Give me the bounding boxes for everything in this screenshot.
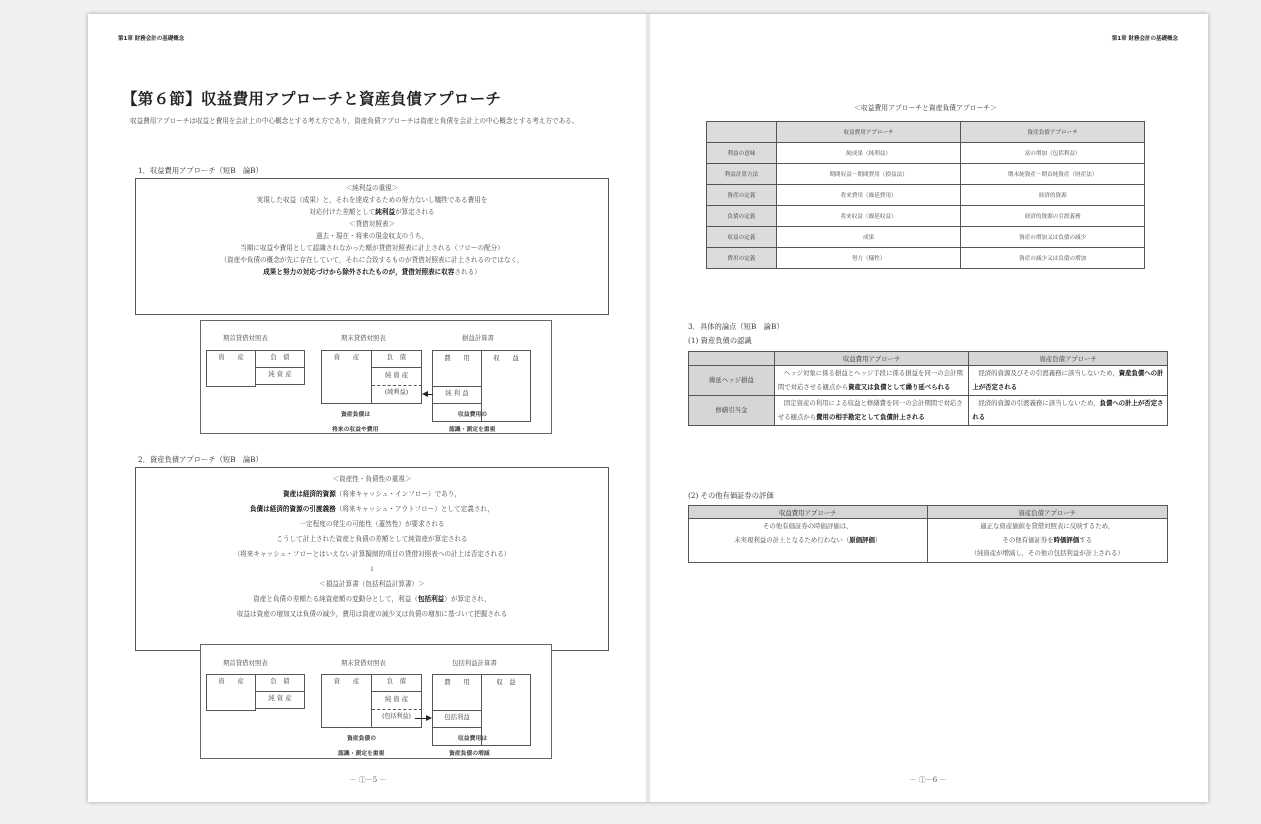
bs-close-title: 期末貸借対照表 — [341, 334, 386, 342]
row-label: 費用の定義 — [707, 248, 777, 269]
diagram-note: 資産負債の — [347, 736, 376, 742]
open-liability: 負 債 — [255, 350, 305, 368]
ci-title: 包括利益計算書 — [452, 659, 497, 667]
bs-open-title: 期首貸借対照表 — [223, 659, 268, 667]
close-net-assets: 純 資 産 — [384, 695, 409, 703]
table-cell: 将来収益（繰延収益） — [776, 206, 961, 227]
close-ci: (包括利益) — [382, 713, 411, 720]
box-line: 負債は経済的資源の引渡義務（将来キャッシュ・アウトフロー）として定義され， — [249, 505, 495, 513]
diagram-note: 認識・測定を重視 — [338, 751, 385, 757]
table-row — [707, 164, 1145, 185]
close-net-assets: 純 資 産 — [384, 371, 409, 379]
table-header-row — [707, 122, 1145, 143]
diagram-revenue-expense — [200, 320, 552, 434]
diagram-note: 収益費用の — [458, 412, 487, 418]
header-cell: 資産負債アプローチ — [961, 122, 1145, 143]
ci-amount: 包括利益 — [432, 710, 482, 728]
arrow-line — [427, 394, 433, 395]
table-cell: 資産の増加又は負債の減少 — [961, 227, 1145, 248]
table-cell: 努力（犠牲） — [776, 248, 961, 269]
box-line: 対応付けた差額として純利益が算定される — [309, 208, 435, 216]
box-line: 資産は経済的資源（将来キャッシュ・インフロー）であり， — [283, 490, 461, 498]
page-number: － ①－5 － — [349, 776, 387, 784]
table-cell: 資産の減少又は負債の増加 — [961, 248, 1145, 269]
row-label: 修繕引当金 — [689, 396, 775, 426]
ci-expense: 費 用 — [444, 678, 470, 686]
pl-revenue: 収 益 — [493, 354, 519, 362]
header-cell: 資産負債アプローチ — [969, 352, 1168, 366]
table-row — [707, 227, 1145, 248]
table-cell: 将来費用（繰延費用） — [776, 185, 961, 206]
header-cell — [707, 122, 777, 143]
book-spread — [88, 14, 1208, 802]
table-cell: その他有価証券の時価評価は， 未実現利益の計上となるため行わない（原価評価） — [689, 519, 928, 563]
diagram-note: 資産負債は — [341, 412, 370, 418]
dashed-divider — [372, 385, 422, 386]
table-header-row — [689, 352, 1168, 366]
header-cell — [689, 352, 775, 366]
dashed-divider — [372, 709, 422, 710]
subsection-heading-2: 2．資産負債アプローチ（短B 論B） — [138, 455, 263, 464]
securities-table — [688, 505, 1168, 563]
subsection-heading-1: 1．収益費用アプローチ（短B 論B） — [138, 166, 263, 175]
table-row — [707, 143, 1145, 164]
close-net-income: (純利益) — [384, 389, 409, 396]
table-cell: 経済的資源 — [961, 185, 1145, 206]
box-line: 資産と負債の差額たる純資産額の変動分として，利益（包括利益）が算定され， — [253, 595, 491, 603]
table-cell: 期間収益－期間費用（損益法） — [776, 164, 961, 185]
row-label: 負債の定義 — [707, 206, 777, 227]
diagram-note: 将来の収益や費用 — [332, 427, 379, 433]
pl-expense: 費 用 — [444, 354, 470, 362]
row-label: 収益の定義 — [707, 227, 777, 248]
open-asset: 資 産 — [206, 674, 256, 711]
subsection-heading-3: 3．具体的論点（短B 論B） — [688, 322, 784, 331]
box-line: （将来キャッシュ・フローとはいえない計算擬制的項目の貸借対照表への計上は否定される） — [233, 550, 511, 558]
table-cell: 固定資産の利用による収益と修繕費を同一の会計期間で対応させる観点から費用の相手勘定として負債計上される — [774, 396, 969, 426]
box-line: 実現した収益（成果）と，それを達成するための努力ないし犠牲である費用を — [256, 196, 488, 204]
comparison-table — [706, 121, 1145, 269]
box-line: ＜損益計算書（包括利益計算書）＞ — [319, 580, 425, 588]
open-net-assets: 純 資 産 — [255, 691, 305, 709]
open-liability: 負 債 — [255, 674, 305, 692]
table-cell: 成果 — [776, 227, 961, 248]
left-page — [88, 14, 648, 802]
box-line: （資産や負債の概念が先に存在していて，それに合致するものが貸借対照表に計上されるのではなく， — [220, 256, 524, 264]
table-row — [689, 396, 1168, 426]
section-title: 【第６節】収益費用アプローチと資産負債アプローチ — [122, 89, 502, 108]
header-cell: 資産負債アプローチ — [927, 506, 1168, 519]
pl-net-income: 純 利 益 — [432, 386, 482, 404]
table-cell: 期末純資産－期首純資産（財産法） — [961, 164, 1145, 185]
table-header-row — [689, 506, 1168, 519]
table-cell: 適正な資産価値を貸借対照表に反映するため， その他有価証券を時価評価する （純資産が増減し，その他の包括利益が計上される） — [927, 519, 1168, 563]
asset-liability-box — [135, 467, 609, 651]
table-row — [707, 185, 1145, 206]
box-line: 成果と努力の対応づけから除外されたものが，貸借対照表に収容される） — [263, 268, 481, 276]
close-asset: 資 産 — [321, 674, 372, 728]
close-asset: 資 産 — [321, 350, 372, 404]
table-cell: 経済的資源の引渡義務に該当しないため，負債への計上が否定される — [969, 396, 1168, 426]
down-arrow-icon: ↓ — [369, 565, 375, 573]
bs-open-title: 期首貸借対照表 — [223, 334, 268, 342]
header-cell: 収益費用アプローチ — [776, 122, 961, 143]
subsection-heading-3-1: (1) 資産負債の認識 — [688, 336, 752, 345]
header-cell: 収益費用アプローチ — [774, 352, 969, 366]
close-liability: 負 債 — [371, 674, 422, 692]
open-net-assets: 純 資 産 — [255, 367, 305, 385]
table-row — [689, 366, 1168, 396]
box-line: こうして計上された資産と負債の差額として純資産が算定される — [276, 535, 468, 543]
close-liability: 負 債 — [371, 350, 422, 368]
right-page — [648, 14, 1208, 802]
box-line: 収益は資産の増加又は負債の減少，費用は資産の減少又は負債の増加に基づいて把握される — [236, 610, 508, 618]
comparison-caption: ＜収益費用アプローチと資産負債アプローチ＞ — [854, 104, 997, 112]
table-row — [689, 519, 1168, 563]
row-label: 利益の意味 — [707, 143, 777, 164]
subsection-heading-3-2: (2) その他有価証券の評価 — [688, 491, 774, 500]
box-line: ＜貸借対照表＞ — [348, 220, 396, 228]
box-line: ＜資産性・負債性の重視＞ — [332, 475, 412, 483]
row-label: 利益計算方法 — [707, 164, 777, 185]
row-label: 繰延ヘッジ損益 — [689, 366, 775, 396]
row-label: 資産の定義 — [707, 185, 777, 206]
revenue-expense-box — [135, 178, 609, 315]
diagram-note: 資産負債の増減 — [449, 751, 490, 757]
ci-revenue: 収 益 — [496, 678, 516, 686]
table-cell: 純成果（純利益） — [776, 143, 961, 164]
bs-close-title: 期末貸借対照表 — [341, 659, 386, 667]
arrow-right-icon — [426, 715, 432, 721]
diagram-note: 収益費用は — [458, 736, 487, 742]
header-cell: 収益費用アプローチ — [689, 506, 928, 519]
table-row — [707, 248, 1145, 269]
pl-title: 損益計算書 — [462, 334, 494, 342]
intro-paragraph: 収益費用アプローチは収益と費用を会計上の中心概念とする考え方であり，資産負債アプローチは資産と負債を会計上の中心概念とする考え方である。 — [130, 117, 579, 125]
table-row — [707, 206, 1145, 227]
box-line: 当期に収益や費用として認識されなかった額が貸借対照表に計上される（フローの配分） — [240, 244, 504, 252]
diagram-asset-liability — [200, 644, 552, 759]
open-asset: 資 産 — [206, 350, 256, 387]
table-cell: 経済的資源及びその引渡義務に該当しないため，資産負債への計上が否定される — [969, 366, 1168, 396]
page-number: － ①－6 － — [909, 776, 947, 784]
running-head: 第1章 財務会計の基礎概念 — [1111, 36, 1178, 42]
table-cell: ヘッジ対象に係る損益とヘッジ手段に係る損益を同一の会計期間で対応させる観点から資産又は負債として繰り延べられる — [774, 366, 969, 396]
table-cell: 富の増加（包括利益） — [961, 143, 1145, 164]
running-head: 第1章 財務会計の基礎概念 — [118, 36, 185, 42]
recognition-table — [688, 351, 1168, 426]
box-line: 一定程度の発生の可能性（蓋然性）が要求される — [299, 520, 445, 528]
diagram-note: 認識・測定を重視 — [449, 427, 496, 433]
box-line: 過去・現在・将来の現金収支のうち， — [315, 232, 429, 240]
table-cell: 経済的資源の引渡義務 — [961, 206, 1145, 227]
box-line: ＜純利益の重視＞ — [345, 184, 399, 192]
